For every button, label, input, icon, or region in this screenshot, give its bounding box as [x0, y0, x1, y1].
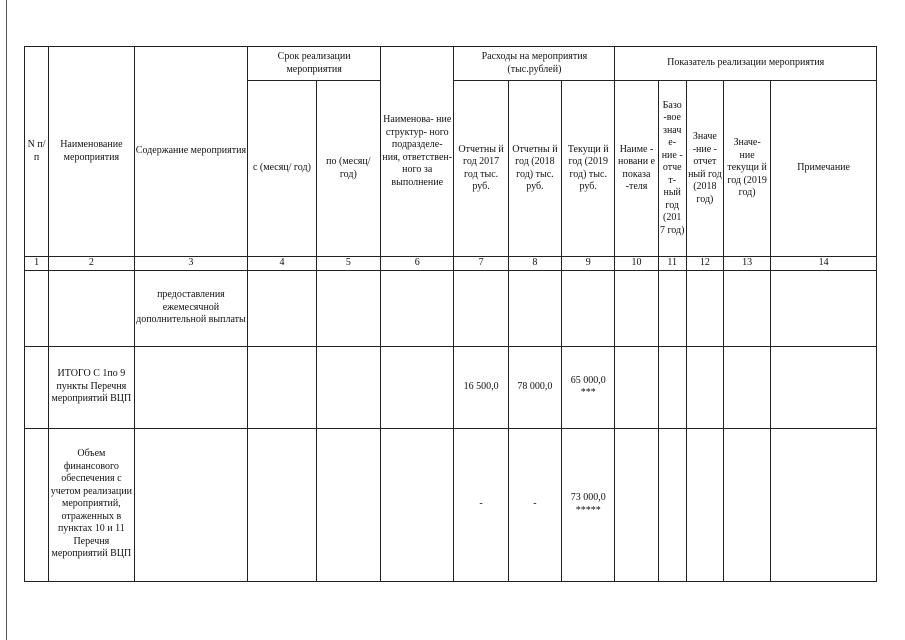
col-number: 6 [381, 257, 454, 271]
cell-content: предоставления ежемесячной дополнительной выплаты [134, 270, 248, 346]
cell-ind-base [658, 270, 686, 346]
header-dept: Наименова- ние структур- ного подразделе- ния, ответствен- ного за выполнение [381, 47, 454, 257]
col-number: 14 [771, 257, 877, 271]
column-numbers-row [25, 257, 877, 271]
table-row [25, 346, 877, 428]
cell-exp-2019 [562, 428, 615, 581]
header-ind-name: Наиме - новани е показа -теля [615, 81, 658, 257]
cell-to [316, 270, 380, 346]
header-content: Содержание мероприятия [134, 47, 248, 257]
cell-note [771, 346, 877, 428]
cell-ind-2018 [686, 428, 723, 581]
cell-dept [381, 346, 454, 428]
header-ind-2019: Значе- ние текущи й год (2019 год) [723, 81, 770, 257]
cell-exp-2017 [454, 270, 508, 346]
cell-exp-2019-value: 73 000,0 [570, 492, 606, 503]
cell-ind-base [658, 346, 686, 428]
cell-ind-2018 [686, 270, 723, 346]
cell-ind-2019 [723, 428, 770, 581]
cell-ind-name [615, 270, 658, 346]
cell-content [134, 428, 248, 581]
header-exp-2017: Отчетны й год 2017 год тыс. руб. [454, 81, 508, 257]
cell-from [248, 270, 316, 346]
header-period: Срок реализации мероприятия [248, 47, 381, 81]
cell-ind-2019 [723, 270, 770, 346]
header-row-top [25, 47, 877, 81]
cell-ind-name [615, 428, 658, 581]
cell-n [25, 428, 49, 581]
cell-ind-2018 [686, 346, 723, 428]
cell-exp-2019 [562, 270, 615, 346]
header-expenses: Расходы на мероприятия (тыс.рублей) [454, 47, 615, 81]
header-name: Наименование мероприятия [49, 47, 134, 257]
cell-ind-base [658, 428, 686, 581]
header-ind-base: Базо -вое знач е- ние - отче т- ный год (201 7 год) [658, 81, 686, 257]
cell-name: ИТОГО С 1по 9 пункты Перечня мероприятий ВЦП [49, 346, 134, 428]
header-exp-2019: Текущи й год (2019 год) тыс. руб. [562, 81, 615, 257]
cell-exp-2019-value: 65 000,0 [570, 374, 606, 386]
cell-from [248, 346, 316, 428]
cell-exp-2017: - [454, 428, 508, 581]
page-edge-line [6, 0, 7, 640]
cell-exp-2019 [562, 346, 615, 428]
col-number: 1 [25, 257, 49, 271]
cell-to [316, 428, 380, 581]
cell-content [134, 346, 248, 428]
col-number: 4 [248, 257, 316, 271]
cell-n [25, 346, 49, 428]
cell-exp-2018: - [508, 428, 561, 581]
cell-dept [381, 428, 454, 581]
cell-note [771, 428, 877, 581]
cell-n [25, 270, 49, 346]
cell-exp-2018: 78 000,0 [508, 346, 561, 428]
col-number: 10 [615, 257, 658, 271]
col-number: 5 [316, 257, 380, 271]
header-exp-2018: Отчетны й год (2018 год) тыс. руб. [508, 81, 561, 257]
table-row [25, 270, 877, 346]
col-number: 2 [49, 257, 134, 271]
col-number: 9 [562, 257, 615, 271]
header-to: по (месяц/ год) [316, 81, 380, 257]
cell-ind-name [615, 346, 658, 428]
header-note: Примечание [771, 81, 877, 257]
col-number: 3 [134, 257, 248, 271]
cell-exp-2017: 16 500,0 [454, 346, 508, 428]
col-number: 12 [686, 257, 723, 271]
cell-ind-2019 [723, 346, 770, 428]
cell-exp-2019-mark: ***** [575, 504, 601, 516]
cell-to [316, 346, 380, 428]
cell-name: Объем финансового обеспечения с учетом реализации мероприятий, отраженных в пунктах 10 и 11 Перечня мероприятий ВЦП [49, 428, 134, 581]
header-from: с (месяц/ год) [248, 81, 316, 257]
header-n: N п/п [25, 47, 49, 257]
cell-name [49, 270, 134, 346]
measures-table [24, 46, 877, 582]
col-number: 13 [723, 257, 770, 271]
col-number: 11 [658, 257, 686, 271]
cell-exp-2018 [508, 270, 561, 346]
col-number: 7 [454, 257, 508, 271]
header-ind-2018: Значе -ние - отчет ный год (2018 год) [686, 81, 723, 257]
cell-from [248, 428, 316, 581]
cell-dept [381, 270, 454, 346]
col-number: 8 [508, 257, 561, 271]
cell-exp-2019-mark: *** [580, 387, 596, 398]
table-row [25, 428, 877, 581]
header-indicator: Показатель реализации мероприятия [615, 47, 877, 81]
cell-note [771, 270, 877, 346]
